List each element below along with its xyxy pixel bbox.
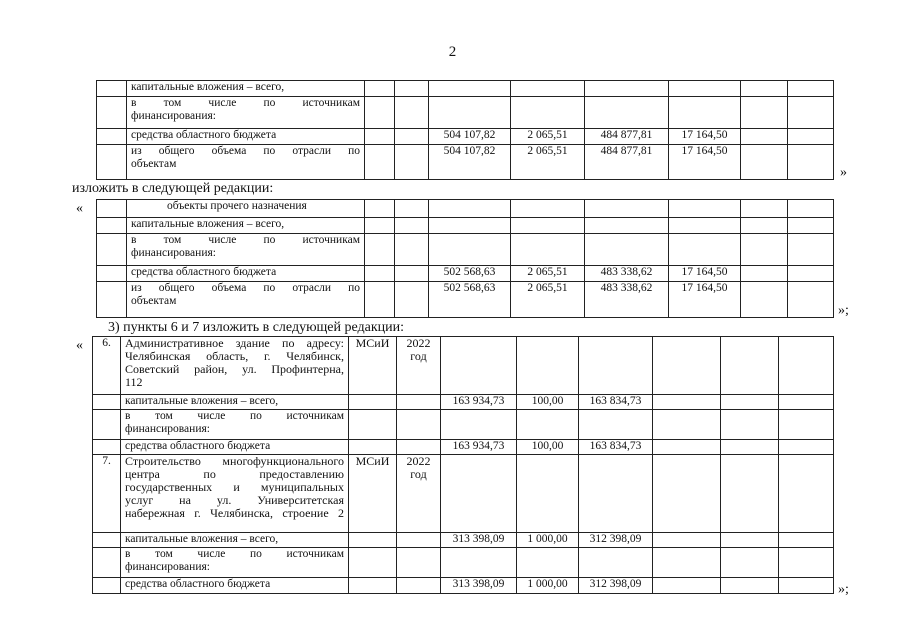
table-row: капитальные вложения – всего, 163 934,73 100,00 163 834,73 [93,395,834,410]
page-number: 2 [448,44,457,60]
table-row: в том числе по источникам финансирования: [93,410,834,440]
table-row: капитальные вложения – всего, [97,81,834,97]
table-revised [96,199,834,318]
opening-quote: « [76,338,83,353]
table-row: 7. Строительство многофункционального центра по предоставлению государственных и муниципальных услуг на ул. Университетская набережная г. Челябинска, строение 2 МСиИ 2022 год [93,455,834,533]
table-row: в том числе по источникам финансирования: [93,548,834,578]
table-row: в том числе по источникам финансирования: [97,97,834,129]
table-continuation [96,80,834,180]
instruction-text: изложить в следующей редакции: [72,181,274,196]
table-row: средства областного бюджета 313 398,09 1 000,00 312 398,09 [93,578,834,594]
closing-quote: »; [838,303,849,318]
table-row: средства областного бюджета 504 107,82 2 065,51 484 877,81 17 164,50 [97,129,834,145]
table-row: из общего объема по отрасли по объектам 504 107,82 2 065,51 484 877,81 17 164,50 [97,145,834,180]
table-row: капитальные вложения – всего, [97,218,834,234]
instruction-text: 3) пункты 6 и 7 изложить в следующей редакции: [108,320,405,335]
closing-quote: »; [838,582,849,597]
table-row: капитальные вложения – всего, 313 398,09 1 000,00 312 398,09 [93,533,834,548]
table-row: объекты прочего назначения [97,200,834,218]
table-row: 6. Административное здание по адресу: Челябинская область, г. Челябинск, Советский район, ул. Профинтерна, 112 МСиИ 2022 год [93,337,834,395]
table-row: средства областного бюджета 163 934,73 100,00 163 834,73 [93,440,834,455]
table-items [92,336,834,594]
closing-quote: » [840,165,847,180]
table-row: средства областного бюджета 502 568,63 2 065,51 483 338,62 17 164,50 [97,266,834,282]
table-row: из общего объема по отрасли по объектам 502 568,63 2 065,51 483 338,62 17 164,50 [97,282,834,318]
opening-quote: « [76,201,83,216]
table-row: в том числе по источникам финансирования: [97,234,834,266]
